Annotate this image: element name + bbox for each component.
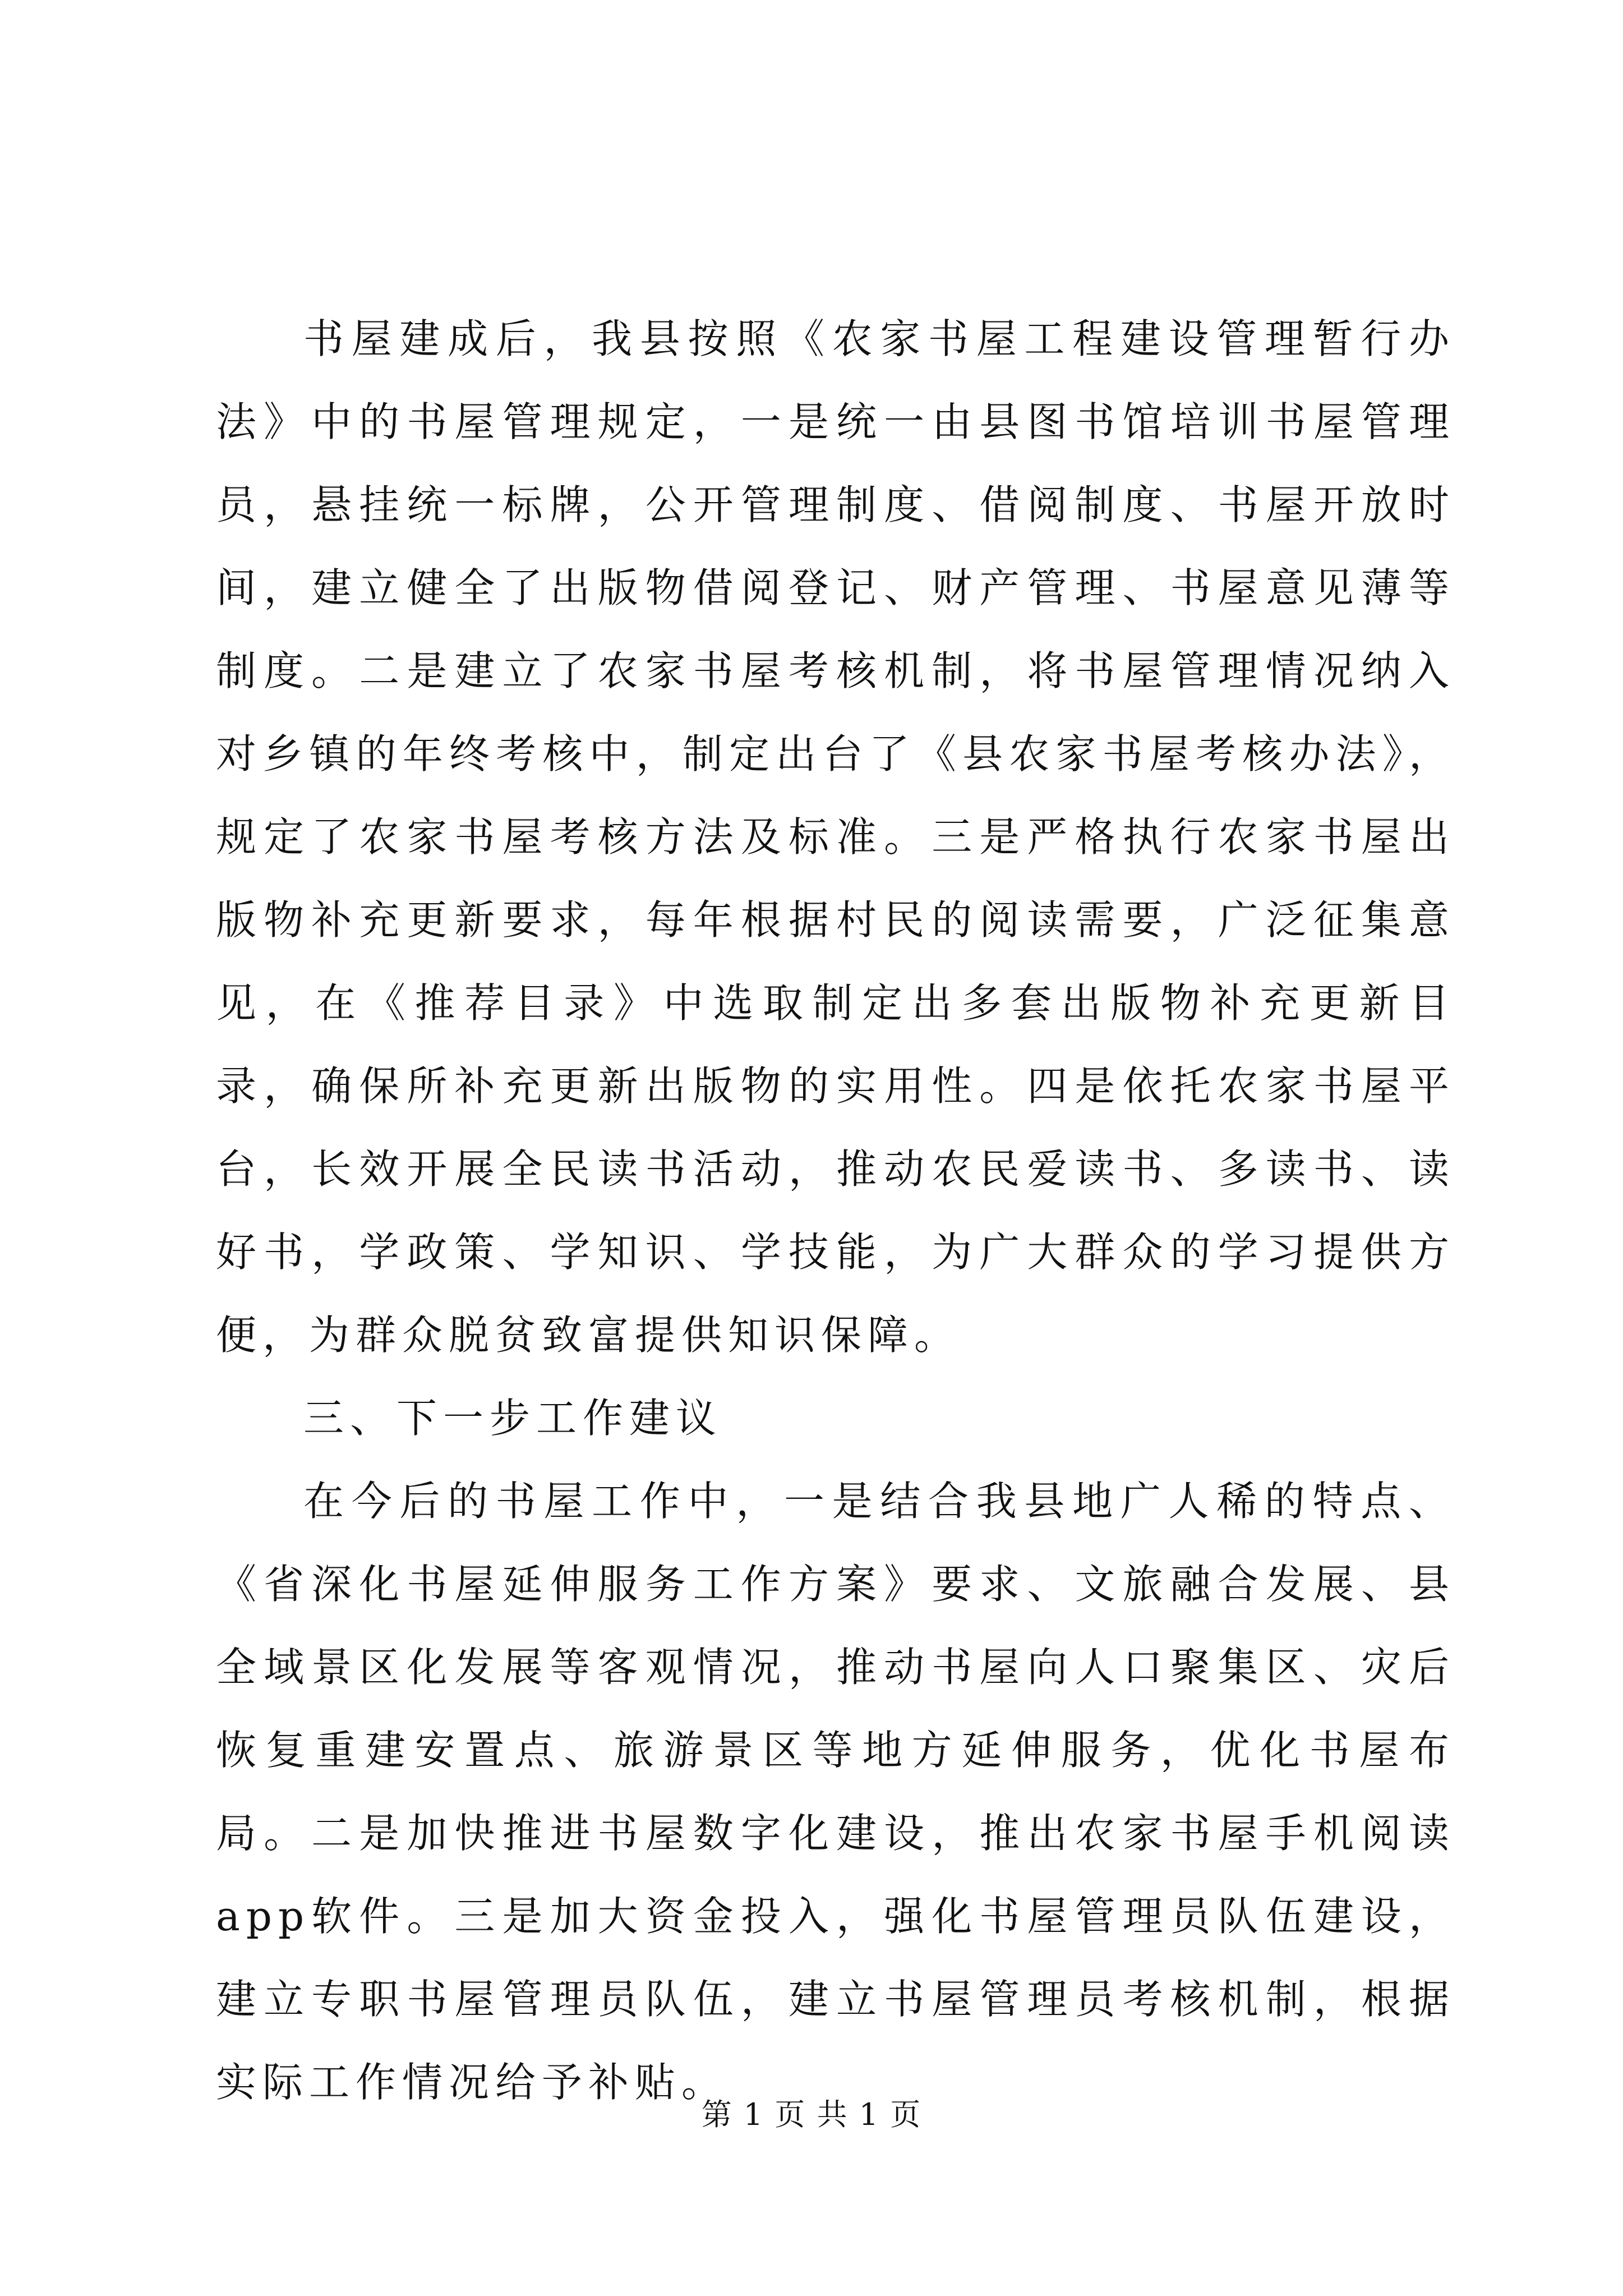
page-footer: 第 1 页 共 1 页 (701, 2097, 922, 2132)
paragraph-book-house-management: 书屋建成后，我县按照《农家书屋工程建设管理暂行办法》中的书屋管理规定，一是统一由县图书馆培训书屋管理员，悬挂统一标牌，公开管理制度、借阅制度、书屋开放时间，建立健全了出版物借阅登记、财产管理、书屋意见薄等制度。二是建立了农家书屋考核机制，将书屋管理情况纳入对乡镇的年终考核中，制定出台了《县农家书屋考核办法》，规定了农家书屋考核方法及标准。三是严格执行农家书屋出版物补充更新要求，每年根据村民的阅读需要，广泛征集意见，在《推荐目录》中选取制定出多套出版物补充更新目录，确保所补充更新出版物的实用性。四是依托农家书屋平台，长效开展全民读书活动，推动农民爱读书、多读书、读好书，学政策、学知识、学技能，为广大群众的学习提供方便，为群众脱贫致富提供知识保障。 (216, 315, 1455, 1359)
paragraph-work-suggestions: 在今后的书屋工作中，一是结合我县地广人稀的特点、《省深化书屋延伸服务工作方案》要求、文旅融合发展、县全域景区化发展等客观情况，推动书屋向人口聚集区、灾后恢复重建安置点、旅游景区等地方延伸服务，优化书屋布局。二是加快推进书屋数字化建设，推出农家书屋手机阅读app软件。三是加大资金投入，强化书屋管理员队伍建设，建立专职书屋管理员队伍，建立书屋管理员考核机制，根据实际工作情况给予补贴。 (216, 1478, 1455, 2106)
section-heading-next-steps: 三、下一步工作建议 (303, 1395, 723, 1442)
document-body (216, 297, 1455, 2124)
